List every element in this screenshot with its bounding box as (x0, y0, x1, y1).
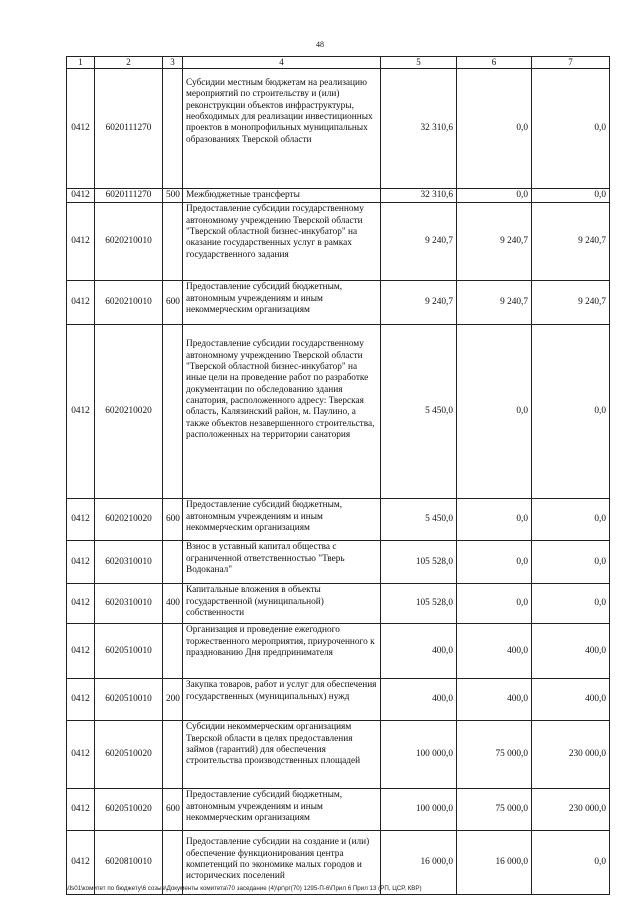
expense-type-code (163, 203, 183, 281)
target-article-code: 6020310010 (95, 584, 163, 624)
value-col5: 100 000,0 (381, 789, 457, 831)
value-col6: 400,0 (457, 679, 532, 721)
value-col5: 5 450,0 (381, 325, 457, 499)
row-description: Организация и проведение ежегодного торжественного мероприятия, приуроченного к празднованию Дня предпринимателя (183, 624, 381, 679)
section-code: 0412 (67, 541, 95, 584)
row-description: Капитальные вложения в объекты государственной (муниципальной) собственности (183, 584, 381, 624)
section-code: 0412 (67, 831, 95, 895)
target-article-code: 6020111270 (95, 188, 163, 202)
section-code: 0412 (67, 188, 95, 202)
table-row (67, 584, 610, 624)
expense-type-code: 200 (163, 679, 183, 721)
value-col7: 0,0 (532, 584, 610, 624)
target-article-code: 6020310010 (95, 541, 163, 584)
row-description: Взнос в уставный капитал общества с ограниченной ответственностью "Тверь Водоканал" (183, 541, 381, 584)
target-article-code: 6020210020 (95, 499, 163, 541)
value-col5: 105 528,0 (381, 584, 457, 624)
value-col5: 400,0 (381, 679, 457, 721)
expense-type-code (163, 624, 183, 679)
value-col6: 9 240,7 (457, 203, 532, 281)
target-article-code: 6020210020 (95, 325, 163, 499)
value-col7: 0,0 (532, 541, 610, 584)
value-col5: 400,0 (381, 624, 457, 679)
column-header: 5 (381, 57, 457, 69)
column-header: 1 (67, 57, 95, 69)
target-article-code: 6020210010 (95, 281, 163, 325)
row-description: Межбюджетные трансферты (183, 188, 381, 202)
footer-file-path: \\fs01\комитет по бюджету\6 созыв\Документы комитета\70 заседание (4)\рг\рг(70) 1295-П-6\Прил 6 Прил 13 (РП, ЦСР, КВР) (66, 885, 422, 892)
value-col7: 0,0 (532, 499, 610, 541)
table-row (67, 325, 610, 499)
table-row (67, 679, 610, 721)
table-row (67, 281, 610, 325)
value-col6: 9 240,7 (457, 281, 532, 325)
value-col5: 32 310,6 (381, 68, 457, 188)
section-code: 0412 (67, 68, 95, 188)
value-col6: 0,0 (457, 188, 532, 202)
target-article-code: 6020510020 (95, 721, 163, 789)
target-article-code: 6020810010 (95, 831, 163, 895)
expense-type-code: 600 (163, 789, 183, 831)
section-code: 0412 (67, 584, 95, 624)
column-header: 6 (457, 57, 532, 69)
expense-type-code: 400 (163, 584, 183, 624)
row-description: Предоставление субсидии государственному автономному учреждению Тверской области "Тверской областной бизнес-инкубатор" на иные цели на проведение работ по разработке документации по обследованию здания санатория, расположенного адресу: Тверская область, Калязинский район, м. Паулино, а также объектов незавершенного строительства, расположенных на территории санатория (183, 325, 381, 499)
table-row (67, 188, 610, 202)
row-description: Субсидии местным бюджетам на реализацию мероприятий по строительству и (или) реконструкции объектов инфраструктуры, необходимых для реализации инвестиционных проектов в монопрофильных муниципальных образованиях Тверской области (183, 68, 381, 188)
value-col5: 16 000,0 (381, 831, 457, 895)
table-row (67, 721, 610, 789)
value-col6: 75 000,0 (457, 721, 532, 789)
column-header: 7 (532, 57, 610, 69)
target-article-code: 6020210010 (95, 203, 163, 281)
value-col5: 5 450,0 (381, 499, 457, 541)
value-col7: 230 000,0 (532, 789, 610, 831)
table-row (67, 203, 610, 281)
section-code: 0412 (67, 281, 95, 325)
column-header: 4 (183, 57, 381, 69)
row-description: Субсидии некоммерческим организациям Тверской области в целях предоставления займов (гарантий) для обеспечения строительства производственных площадей (183, 721, 381, 789)
section-code: 0412 (67, 499, 95, 541)
row-description: Предоставление субсидий бюджетным, автономным учреждениям и иным некоммерческим организациям (183, 789, 381, 831)
table-row (67, 499, 610, 541)
row-description: Предоставление субсидий бюджетным, автономным учреждениям и иным некоммерческим организациям (183, 499, 381, 541)
value-col7: 0,0 (532, 188, 610, 202)
value-col7: 9 240,7 (532, 203, 610, 281)
value-col5: 9 240,7 (381, 281, 457, 325)
budget-table (66, 56, 610, 895)
value-col7: 0,0 (532, 831, 610, 895)
value-col7: 400,0 (532, 624, 610, 679)
value-col6: 0,0 (457, 325, 532, 499)
expense-type-code: 600 (163, 281, 183, 325)
row-description: Предоставление субсидии на создание и (или) обеспечение функционирования центра компетенций по экономике малых городов и исторических поселений (183, 831, 381, 895)
expense-type-code (163, 541, 183, 584)
value-col6: 0,0 (457, 584, 532, 624)
column-header: 2 (95, 57, 163, 69)
table-row (67, 68, 610, 188)
table-row (67, 541, 610, 584)
value-col6: 0,0 (457, 541, 532, 584)
expense-type-code: 600 (163, 499, 183, 541)
target-article-code: 6020510020 (95, 789, 163, 831)
value-col7: 230 000,0 (532, 721, 610, 789)
value-col5: 32 310,6 (381, 188, 457, 202)
section-code: 0412 (67, 789, 95, 831)
value-col7: 9 240,7 (532, 281, 610, 325)
value-col5: 100 000,0 (381, 721, 457, 789)
value-col6: 0,0 (457, 68, 532, 188)
value-col5: 105 528,0 (381, 541, 457, 584)
row-description: Закупка товаров, работ и услуг для обеспечения государственных (муниципальных) нужд (183, 679, 381, 721)
page-number: 48 (316, 40, 324, 49)
value-col6: 16 000,0 (457, 831, 532, 895)
expense-type-code (163, 325, 183, 499)
column-header: 3 (163, 57, 183, 69)
expense-type-code (163, 721, 183, 789)
table-row (67, 624, 610, 679)
value-col7: 0,0 (532, 325, 610, 499)
expense-type-code: 500 (163, 188, 183, 202)
section-code: 0412 (67, 721, 95, 789)
section-code: 0412 (67, 679, 95, 721)
value-col7: 400,0 (532, 679, 610, 721)
value-col7: 0,0 (532, 68, 610, 188)
value-col6: 400,0 (457, 624, 532, 679)
section-code: 0412 (67, 325, 95, 499)
value-col6: 0,0 (457, 499, 532, 541)
column-header-row (67, 57, 610, 69)
row-description: Предоставление субсидий бюджетным, автономным учреждениям и иным некоммерческим организациям (183, 281, 381, 325)
section-code: 0412 (67, 203, 95, 281)
expense-type-code (163, 68, 183, 188)
table-row (67, 789, 610, 831)
row-description: Предоставление субсидии государственному автономному учреждению Тверской области "Тверской областной бизнес-инкубатор" на оказание государственных услуг в рамках государственного задания (183, 203, 381, 281)
target-article-code: 6020510010 (95, 679, 163, 721)
section-code: 0412 (67, 624, 95, 679)
value-col6: 75 000,0 (457, 789, 532, 831)
target-article-code: 6020111270 (95, 68, 163, 188)
target-article-code: 6020510010 (95, 624, 163, 679)
value-col5: 9 240,7 (381, 203, 457, 281)
